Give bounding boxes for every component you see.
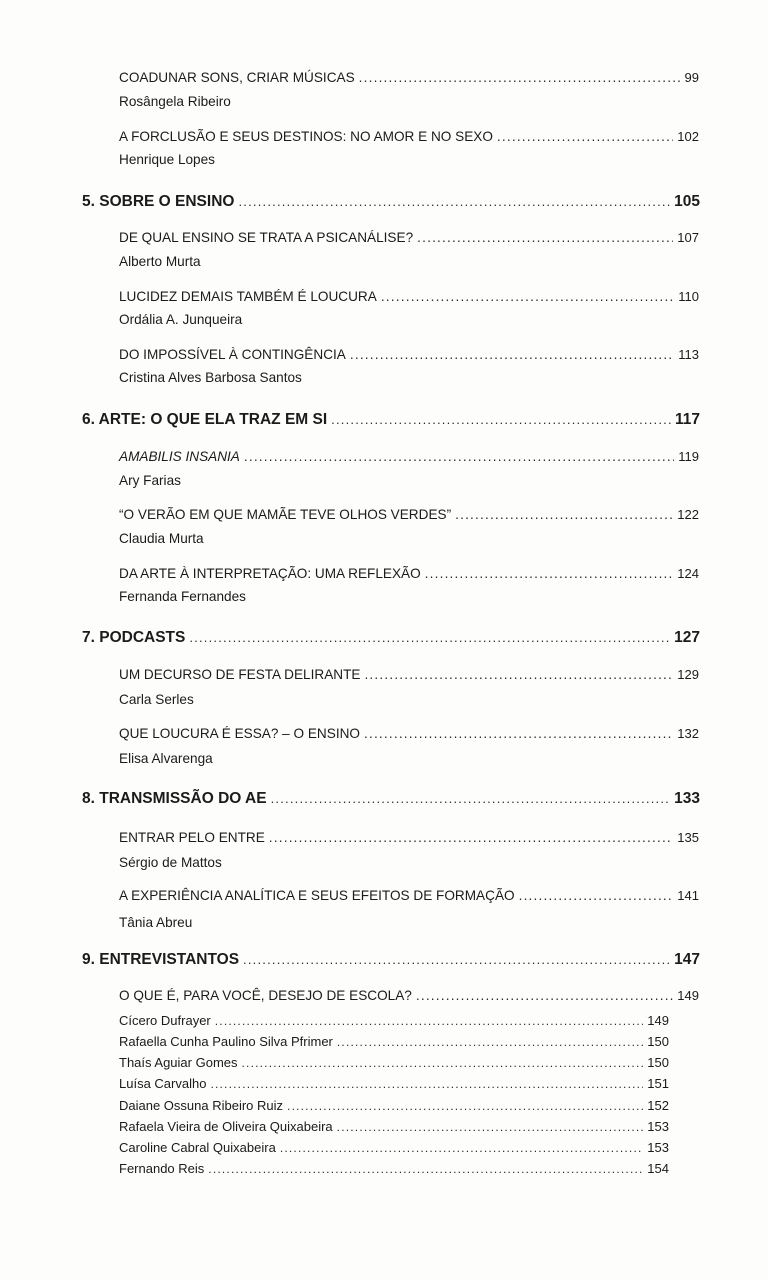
dot-leader xyxy=(381,289,674,304)
dot-leader xyxy=(417,230,673,245)
entry-author: Henrique Lopes xyxy=(119,152,215,167)
entry-title: A FORCLUSÃO E SEUS DESTINOS: NO AMOR E NO SEXO xyxy=(119,129,493,144)
toc-name-item xyxy=(119,1076,669,1091)
dot-leader xyxy=(497,129,673,144)
section-title: 9. ENTREVISTANTOS xyxy=(82,951,240,968)
entry-author: Ordália A. Junqueira xyxy=(119,312,243,327)
toc-section-heading xyxy=(82,629,700,647)
dot-leader xyxy=(287,1099,643,1113)
toc-entry xyxy=(119,347,699,362)
section-title: 7. PODCASTS xyxy=(82,629,186,646)
entry-page: 135 xyxy=(677,830,699,845)
dot-leader xyxy=(242,1056,644,1070)
entry-page: 132 xyxy=(677,726,699,741)
section-title: 5. SOBRE O ENSINO xyxy=(82,193,235,210)
toc-section-heading xyxy=(82,193,700,211)
toc-entry xyxy=(119,129,699,144)
toc-entry xyxy=(119,230,699,245)
entry-title: O QUE É, PARA VOCÊ, DESEJO DE ESCOLA? xyxy=(119,988,412,1003)
toc-name-item xyxy=(119,1140,669,1155)
name-page: 152 xyxy=(647,1098,669,1113)
toc-entry xyxy=(119,70,699,85)
toc-name-item xyxy=(119,1013,669,1028)
dot-leader xyxy=(210,1077,643,1091)
dot-leader xyxy=(359,70,681,85)
entry-author: Sérgio de Mattos xyxy=(119,855,222,870)
entry-title: AMABILIS INSANIA xyxy=(119,449,240,464)
toc-entry xyxy=(119,507,699,522)
toc-name-item xyxy=(119,1055,669,1070)
toc-section-heading xyxy=(82,790,700,808)
dot-leader xyxy=(364,667,673,682)
entry-title: A EXPERIÊNCIA ANALÍTICA E SEUS EFEITOS DE FORMAÇÃO xyxy=(119,888,515,903)
section-page: 105 xyxy=(674,193,700,210)
toc-name-item xyxy=(119,1119,669,1134)
entry-title: ENTRAR PELO ENTRE xyxy=(119,830,265,845)
dot-leader xyxy=(215,1014,644,1028)
entry-page: 119 xyxy=(678,449,699,464)
entry-page: 122 xyxy=(677,507,699,522)
entry-title: LUCIDEZ DEMAIS TAMBÉM É LOUCURA xyxy=(119,289,377,304)
dot-leader xyxy=(350,347,674,362)
entry-author: Carla Serles xyxy=(119,692,194,707)
entry-page: 141 xyxy=(677,888,699,903)
dot-leader xyxy=(244,449,674,464)
toc-section-heading xyxy=(82,411,700,429)
name-page: 150 xyxy=(647,1034,669,1049)
entry-page: 124 xyxy=(677,566,699,581)
section-page: 147 xyxy=(674,951,700,968)
section-title: 8. TRANSMISSÃO DO AE xyxy=(82,790,267,807)
name-text: Rafaela Vieira de Oliveira Quixabeira xyxy=(119,1119,333,1134)
name-page: 149 xyxy=(647,1013,669,1028)
entry-author: Alberto Murta xyxy=(119,254,201,269)
entry-page: 107 xyxy=(677,230,699,245)
name-page: 151 xyxy=(647,1076,669,1091)
toc-entry xyxy=(119,449,699,464)
dot-leader xyxy=(280,1141,643,1155)
dot-leader xyxy=(337,1120,644,1134)
entry-page: 149 xyxy=(677,988,699,1003)
toc-section-heading xyxy=(82,951,700,969)
section-title: 6. ARTE: O QUE ELA TRAZ EM SI xyxy=(82,411,328,428)
name-text: Rafaella Cunha Paulino Silva Pfrimer xyxy=(119,1034,333,1049)
toc-entry xyxy=(119,667,699,682)
toc-entry xyxy=(119,289,699,304)
dot-leader xyxy=(337,1035,643,1049)
toc-entry xyxy=(119,830,699,845)
toc-entry xyxy=(119,988,699,1003)
name-page: 154 xyxy=(647,1161,669,1176)
section-page: 133 xyxy=(674,790,700,807)
entry-page: 102 xyxy=(677,129,699,144)
name-text: Caroline Cabral Quixabeira xyxy=(119,1140,276,1155)
entry-page: 129 xyxy=(677,667,699,682)
dot-leader xyxy=(519,888,674,903)
dot-leader xyxy=(208,1162,643,1176)
entry-title: QUE LOUCURA É ESSA? – O ENSINO xyxy=(119,726,360,741)
dot-leader xyxy=(271,791,671,806)
name-page: 153 xyxy=(647,1119,669,1134)
name-page: 153 xyxy=(647,1140,669,1155)
entry-author: Fernanda Fernandes xyxy=(119,589,246,604)
entry-page: 113 xyxy=(678,347,699,362)
toc-name-item xyxy=(119,1161,669,1176)
dot-leader xyxy=(243,952,670,967)
entry-title: DE QUAL ENSINO SE TRATA A PSICANÁLISE? xyxy=(119,230,414,245)
entry-author: Rosângela Ribeiro xyxy=(119,94,231,109)
name-text: Luísa Carvalho xyxy=(119,1076,207,1091)
dot-leader xyxy=(364,726,673,741)
entry-page: 99 xyxy=(684,70,699,85)
toc-entry xyxy=(119,726,699,741)
entry-author: Claudia Murta xyxy=(119,531,204,546)
entry-title: DA ARTE À INTERPRETAÇÃO: UMA REFLEXÃO xyxy=(119,566,421,581)
entry-title: UM DECURSO DE FESTA DELIRANTE xyxy=(119,667,361,682)
dot-leader xyxy=(331,412,671,427)
entry-title: DO IMPOSSÍVEL À CONTINGÊNCIA xyxy=(119,347,346,362)
name-text: Fernando Reis xyxy=(119,1161,205,1176)
name-text: Thaís Aguiar Gomes xyxy=(119,1055,238,1070)
dot-leader xyxy=(455,507,673,522)
dot-leader xyxy=(425,566,674,581)
entry-author: Cristina Alves Barbosa Santos xyxy=(119,370,302,385)
toc-name-item xyxy=(119,1034,669,1049)
name-text: Daiane Ossuna Ribeiro Ruiz xyxy=(119,1098,284,1113)
toc-name-item xyxy=(119,1098,669,1113)
entry-page: 110 xyxy=(678,289,699,304)
entry-author: Tânia Abreu xyxy=(119,915,193,930)
entry-author: Elisa Alvarenga xyxy=(119,751,213,766)
section-page: 127 xyxy=(674,629,700,646)
entry-title: COADUNAR SONS, CRIAR MÚSICAS xyxy=(119,70,355,85)
entry-title: “O VERÃO EM QUE MAMÃE TEVE OLHOS VERDES” xyxy=(119,507,452,522)
dot-leader xyxy=(189,630,670,645)
section-page: 117 xyxy=(674,411,700,428)
dot-leader xyxy=(269,830,674,845)
name-text: Cícero Dufrayer xyxy=(119,1013,211,1028)
entry-author: Ary Farias xyxy=(119,473,181,488)
dot-leader xyxy=(416,988,673,1003)
toc-entry xyxy=(119,566,699,581)
dot-leader xyxy=(238,194,670,209)
toc-entry xyxy=(119,888,699,903)
name-page: 150 xyxy=(647,1055,669,1070)
